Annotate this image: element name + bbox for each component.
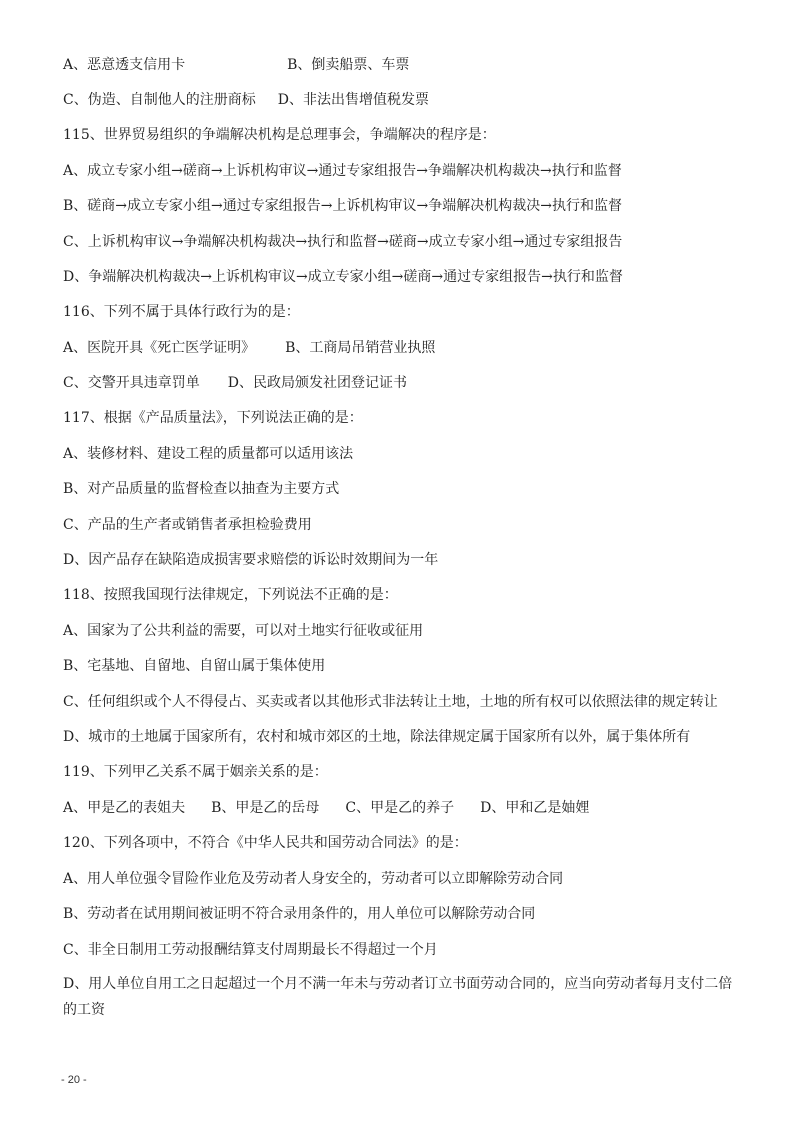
q117-option-a: A、装修材料、建设工程的质量都可以适用该法 bbox=[63, 446, 354, 462]
q118-stem: 118、按照我国现行法律规定，下列说法不正确的是： bbox=[63, 587, 398, 603]
q120-stem: 120、下列各项中，不符合《中华人民共和国劳动合同法》的是： bbox=[63, 835, 468, 851]
q120-option-c: C、非全日制用工劳动报酬结算支付周期最长不得超过一个月 bbox=[63, 942, 438, 958]
q114-option-c: C、伪造、自制他人的注册商标 bbox=[63, 92, 256, 108]
q116-options-row-2 bbox=[63, 373, 407, 393]
q115-option-a: A、成立专家小组→磋商→上诉机构审议→通过专家组报告→争端解决机构裁决→执行和监督 bbox=[63, 163, 622, 179]
q117-option-c: C、产品的生产者或销售者承担检验费用 bbox=[63, 517, 312, 533]
q119-option-c: C、甲是乙的养子 bbox=[345, 800, 455, 816]
q115-option-c: C、上诉机构审议→争端解决机构裁决→执行和监督→磋商→成立专家小组→通过专家组报告 bbox=[63, 234, 623, 250]
page-number: - 20 - bbox=[61, 1074, 87, 1086]
q116-option-d: D、民政局颁发社团登记证书 bbox=[227, 375, 407, 391]
q120-option-b: B、劳动者在试用期间被证明不符合录用条件的，用人单位可以解除劳动合同 bbox=[63, 906, 536, 922]
q118-option-a: A、国家为了公共利益的需要，可以对土地实行征收或征用 bbox=[63, 623, 424, 639]
q118-option-b: B、宅基地、自留地、自留山属于集体使用 bbox=[63, 658, 326, 674]
q119-stem: 119、下列甲乙关系不属于姻亲关系的是： bbox=[63, 764, 328, 780]
q116-option-a: A、医院开具《死亡医学证明》 bbox=[63, 340, 256, 356]
q116-option-c: C、交警开具违章罚单 bbox=[63, 375, 200, 391]
q117-option-d: D、因产品存在缺陷造成损害要求赔偿的诉讼时效期间为一年 bbox=[63, 552, 439, 568]
q114-options-row-1 bbox=[63, 55, 409, 75]
q116-options-row-1 bbox=[63, 338, 435, 358]
q117-option-b: B、对产品质量的监督检查以抽查为主要方式 bbox=[63, 481, 340, 497]
q115-option-d: D、争端解决机构裁决→上诉机构审议→成立专家小组→磋商→通过专家组报告→执行和监督 bbox=[63, 269, 623, 285]
q119-option-b: B、甲是乙的岳母 bbox=[211, 800, 320, 816]
q119-options-row bbox=[63, 798, 589, 818]
q114-options-row-2 bbox=[63, 90, 429, 110]
q117-stem: 117、根据《产品质量法》，下列说法正确的是： bbox=[63, 410, 363, 426]
q115-option-b: B、磋商→成立专家小组→通过专家组报告→上诉机构审议→争端解决机构裁决→执行和监督 bbox=[63, 198, 622, 214]
q116-option-b: B、工商局吊销营业执照 bbox=[285, 340, 436, 356]
q116-stem: 116、下列不属于具体行政行为的是： bbox=[63, 304, 300, 320]
q115-stem: 115、世界贸易组织的争端解决机构是总理事会，争端解决的程序是： bbox=[63, 127, 496, 143]
q119-option-d: D、甲和乙是妯娌 bbox=[480, 800, 590, 816]
q119-option-a: A、甲是乙的表姐夫 bbox=[63, 800, 186, 816]
q120-option-d: D、用人单位自用工之日起超过一个月不满一年未与劳动者订立书面劳动合同的，应当向劳动者每月支付二倍的工资 bbox=[63, 976, 733, 1018]
q114-option-a: A、恶意透支信用卡 bbox=[63, 57, 186, 73]
q114-option-d: D、非法出售增值税发票 bbox=[277, 92, 429, 108]
q118-option-c: C、任何组织或个人不得侵占、买卖或者以其他形式非法转让土地，土地的所有权可以依照法律的规定转让 bbox=[63, 694, 718, 710]
q114-option-b: B、倒卖船票、车票 bbox=[287, 57, 410, 73]
q120-option-a: A、用人单位强令冒险作业危及劳动者人身安全的，劳动者可以立即解除劳动合同 bbox=[63, 871, 564, 887]
q118-option-d: D、城市的土地属于国家所有，农村和城市郊区的土地，除法律规定属于国家所有以外，属于集体所有 bbox=[63, 729, 691, 745]
